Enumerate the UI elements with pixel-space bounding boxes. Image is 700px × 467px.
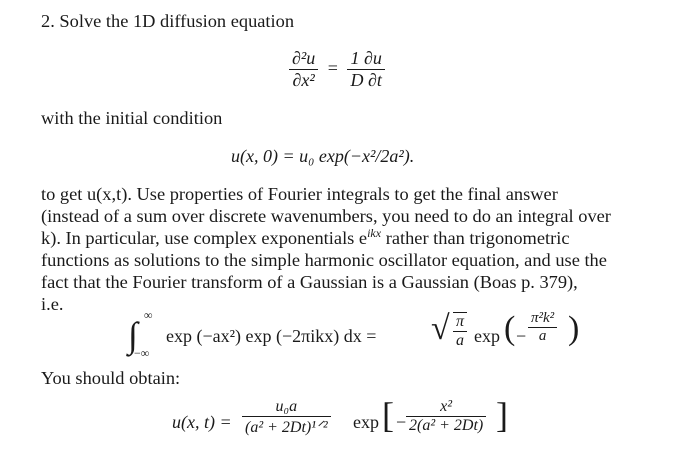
sqrt-den: a: [453, 331, 467, 350]
paragraph-line-5: fact that the Fourier transform of a Gaussian is a Gaussian (Boas p. 379),: [41, 272, 578, 292]
initial-condition-intro: with the initial condition: [41, 108, 223, 128]
pde-equals: =: [327, 57, 338, 78]
pde-rhs-fraction: [347, 48, 384, 91]
answer-inner-den: 2(a² + 2Dt): [406, 416, 486, 435]
right-bracket: ]: [496, 395, 508, 435]
sqrt-fraction: [453, 312, 467, 350]
answer-inner-num: x²: [440, 398, 453, 415]
exp-word: exp: [474, 326, 500, 346]
pde-lhs-fraction: [289, 48, 318, 91]
paragraph-line-3a: k). In particular, use complex exponentials e: [41, 228, 368, 248]
problem-number: 2.: [41, 11, 55, 31]
diffusion-equation: [289, 48, 385, 91]
left-paren: (: [504, 310, 516, 347]
integral-sign: ∫: [128, 315, 138, 355]
paragraph-line-4: functions as solutions to the simple harmonic oscillator equation, and use the: [41, 250, 607, 270]
paragraph-line-3b: rather than trigonometric: [381, 228, 570, 248]
exp-ikx-superscript: ikx: [367, 225, 382, 240]
exp-frac-num: π²k²: [531, 310, 555, 326]
answer-inner-fraction: [406, 398, 486, 435]
answer-minus: −: [396, 412, 407, 432]
obtain-text: You should obtain:: [41, 368, 181, 388]
answer-frac-den: (a² + 2Dt)¹ᐟ²: [242, 416, 331, 437]
integral-minus: −: [516, 326, 527, 346]
answer-lhs: u(x, t) =: [172, 412, 232, 432]
left-bracket: [: [382, 395, 394, 435]
exp-frac-den: a: [528, 327, 557, 345]
pde-rhs-den: D ∂t: [347, 69, 384, 91]
initial-condition: u(x, 0) = u₀ exp(−x²/2a²).: [231, 146, 415, 166]
integral-lower-limit: −∞: [134, 346, 150, 360]
paragraph-line-1: to get u(x,t). Use properties of Fourier integrals to get the final answer: [41, 184, 558, 204]
instructions-paragraph: [41, 183, 631, 315]
paragraph-line-6: i.e.: [41, 294, 64, 314]
paragraph-line-2: (instead of a sum over discrete wavenumbers, you need to do an integral over: [41, 206, 611, 226]
answer-frac-num: u₀a: [275, 398, 298, 415]
sqrt-radical-sign: √: [431, 310, 450, 347]
integral-integrand: exp (−ax²) exp (−2πikx) dx =: [166, 326, 377, 346]
paragraph-line-3: [41, 227, 631, 249]
answer-fraction: [242, 398, 331, 437]
problem-title: Solve the 1D diffusion equation: [59, 11, 295, 31]
answer-exp-word: exp: [353, 412, 379, 432]
exp-fraction: [528, 310, 557, 345]
pde-rhs-num: 1 ∂u: [350, 48, 382, 68]
problem-heading: [41, 12, 294, 30]
pde-lhs-den: ∂x²: [289, 69, 318, 91]
integral-upper-limit: ∞: [144, 308, 153, 322]
pde-lhs-num: ∂²u: [292, 48, 316, 68]
right-paren: ): [568, 310, 580, 347]
sqrt-num: π: [456, 313, 465, 330]
